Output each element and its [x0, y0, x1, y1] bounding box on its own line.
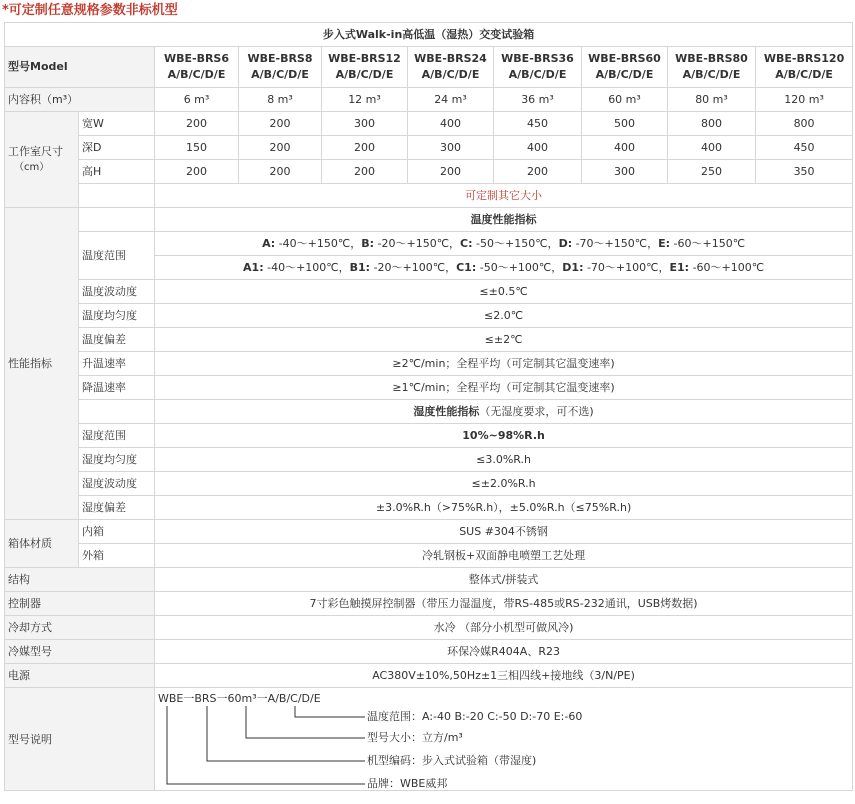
dims-cell: 300 — [322, 112, 408, 136]
material-label: 箱体材质 — [5, 520, 79, 568]
perf-row-label: 温度均匀度 — [79, 304, 155, 328]
perf-row-value: ≤±0.5℃ — [155, 280, 853, 304]
range-code: B1: — [349, 261, 371, 274]
model-variants: A/B/C/D/E — [595, 68, 654, 81]
perf-row — [5, 376, 853, 400]
dims-cell: 400 — [582, 136, 668, 160]
range-code: E1: — [669, 261, 690, 274]
material-sub-label: 外箱 — [79, 544, 155, 568]
dims-cell: 450 — [756, 136, 853, 160]
perf-row-value: ≥1℃/min；全程平均（可定制其它温变速率) — [155, 376, 853, 400]
model-variants: A/B/C/D/E — [421, 68, 480, 81]
dims-cell: 300 — [582, 160, 668, 184]
dims-cell: 300 — [408, 136, 494, 160]
perf-row-label: 温度波动度 — [79, 280, 155, 304]
temp-range-values — [155, 232, 853, 256]
range-code: D1: — [562, 261, 584, 274]
range-value: -70～+150℃， — [572, 237, 659, 250]
table-title: 步入式Walk-in高低温（湿热）交变试验箱 — [5, 23, 853, 47]
dims-row — [5, 160, 853, 184]
range-code: E: — [658, 237, 671, 250]
dims-cell: 200 — [239, 112, 322, 136]
general-value: AC380V±10%,50Hz±1三相四线+接地线（3/N/PE) — [155, 664, 853, 688]
perf-row-label: 湿度波动度 — [79, 472, 155, 496]
volume-label: 内容积（m³） — [5, 88, 155, 112]
temp-range-label: 温度范围 — [79, 232, 155, 280]
perf-row-label: 升温速率 — [79, 352, 155, 376]
material-value: 冷轧钢板+双面静电喷塑工艺处理 — [155, 544, 853, 568]
model-cell — [756, 47, 853, 88]
dims-row — [5, 136, 853, 160]
volume-cell: 12 m³ — [322, 88, 408, 112]
model-code: WBE-BRS8 — [247, 52, 313, 65]
dims-cell: 200 — [155, 160, 239, 184]
temp-range-row — [5, 232, 853, 256]
volume-cell: 60 m³ — [582, 88, 668, 112]
perf-row — [5, 448, 853, 472]
connector-line — [167, 706, 365, 784]
humid-range-value: 10%~98%R.h — [155, 424, 853, 448]
model-cell — [408, 47, 494, 88]
dims-cell: 800 — [668, 112, 756, 136]
dims-sub-label: 宽W — [79, 112, 155, 136]
dims-sub-label: 高H — [79, 160, 155, 184]
dims-cell: 500 — [582, 112, 668, 136]
model-label: 型号Model — [5, 47, 155, 88]
perf-row-value: ±3.0%R.h（>75%R.h），±5.0%R.h（≤75%R.h) — [155, 496, 853, 520]
dims-cell: 450 — [494, 112, 582, 136]
general-value: 水冷 （部分小机型可做风冷) — [155, 616, 853, 640]
humid-header-row — [5, 400, 853, 424]
volume-cell: 8 m³ — [239, 88, 322, 112]
dims-cell: 400 — [668, 136, 756, 160]
humid-header-cell — [155, 400, 853, 424]
custom-notice: *可定制任意规格参数非标机型 — [2, 3, 178, 18]
general-row — [5, 664, 853, 688]
model-cell — [239, 47, 322, 88]
general-label: 冷却方式 — [5, 616, 155, 640]
explain-item: 机型编码：步入式试验箱（带湿度) — [367, 754, 537, 767]
dims-label-cell — [5, 112, 79, 208]
general-value: 7寸彩色触摸屏控制器（带压力湿温度，带RS-485或RS-232通讯，USB烤数据) — [155, 592, 853, 616]
empty-cell — [79, 400, 155, 424]
range-code: C: — [460, 237, 473, 250]
range-value: -50～+100℃， — [476, 261, 563, 274]
perf-row-value: ≤±2.0%R.h — [155, 472, 853, 496]
model-code: WBE-BRS24 — [414, 52, 487, 65]
explain-item: 品牌：WBE威邦 — [367, 777, 448, 790]
explain-label: 型号说明 — [5, 688, 155, 791]
range-value: -20～+100℃， — [370, 261, 457, 274]
empty-cell — [79, 208, 155, 232]
explain-code: WBE一BRS一60m³一A/B/C/D/E — [158, 692, 321, 705]
perf-row-value: ≥2℃/min；全程平均（可定制其它温变速率) — [155, 352, 853, 376]
dims-cell: 200 — [408, 160, 494, 184]
general-row — [5, 640, 853, 664]
range-code: A1: — [243, 261, 264, 274]
dims-cell: 200 — [239, 160, 322, 184]
perf-row-label: 湿度均匀度 — [79, 448, 155, 472]
dims-cell: 800 — [756, 112, 853, 136]
dims-note: 可定制其它大小 — [155, 184, 853, 208]
volume-cell: 80 m³ — [668, 88, 756, 112]
range-value: -60～+100℃ — [689, 261, 765, 274]
dims-cell: 250 — [668, 160, 756, 184]
dims-label: 工作室尺寸 — [8, 144, 63, 158]
dims-cell: 200 — [322, 136, 408, 160]
connector-line — [246, 706, 365, 738]
model-variants: A/B/C/D/E — [775, 68, 833, 81]
perf-row — [5, 280, 853, 304]
model-variants: A/B/C/D/E — [508, 68, 567, 81]
general-row — [5, 568, 853, 592]
range-code: B: — [361, 237, 375, 250]
material-value: SUS #304不锈钢 — [155, 520, 853, 544]
range-value: -40～+150℃， — [275, 237, 362, 250]
dims-cell: 200 — [155, 112, 239, 136]
model-code: WBE-BRS6 — [163, 52, 230, 65]
general-row — [5, 616, 853, 640]
general-label: 控制器 — [5, 592, 155, 616]
dims-note-row — [5, 184, 853, 208]
perf-row — [5, 352, 853, 376]
dims-cell: 200 — [239, 136, 322, 160]
model-cell — [582, 47, 668, 88]
perf-row — [5, 472, 853, 496]
general-label: 电源 — [5, 664, 155, 688]
volume-cell: 6 m³ — [155, 88, 239, 112]
dims-cell: 200 — [322, 160, 408, 184]
temp-header: 温度性能指标 — [155, 208, 853, 232]
range-value: -70～+100℃， — [583, 261, 670, 274]
model-code-diagram — [155, 688, 853, 791]
volume-cell: 24 m³ — [408, 88, 494, 112]
explain-item: 型号大小：立方/m³ — [367, 731, 463, 744]
temp-range-values — [155, 256, 853, 280]
humid-header-note: （无湿度要求，可不选) — [479, 405, 594, 418]
range-value: -20～+150℃， — [374, 237, 461, 250]
dims-unit: （cm） — [14, 161, 50, 173]
range-code: D: — [558, 237, 573, 250]
dims-cell: 400 — [408, 112, 494, 136]
perf-row — [5, 496, 853, 520]
perf-row — [5, 304, 853, 328]
model-cell — [322, 47, 408, 88]
general-row — [5, 592, 853, 616]
model-variants: A/B/C/D/E — [335, 68, 394, 81]
dims-cell: 400 — [494, 136, 582, 160]
model-variants: A/B/C/D/E — [167, 68, 226, 81]
material-row — [5, 544, 853, 568]
range-value: -40～+100℃， — [263, 261, 350, 274]
range-code: C1: — [456, 261, 477, 274]
humid-range-label: 湿度范围 — [79, 424, 155, 448]
empty-cell — [79, 184, 155, 208]
dims-sub-label: 深D — [79, 136, 155, 160]
general-label: 冷媒型号 — [5, 640, 155, 664]
perf-row-value: ≤3.0%R.h — [155, 448, 853, 472]
material-row — [5, 520, 853, 544]
model-cell — [155, 47, 239, 88]
perf-row-label: 降温速率 — [79, 376, 155, 400]
humid-header: 湿度性能指标 — [413, 405, 480, 418]
perf-row-label: 温度偏差 — [79, 328, 155, 352]
dims-row — [5, 112, 853, 136]
general-value: 环保冷媒R404A、R23 — [155, 640, 853, 664]
perf-label: 性能指标 — [5, 208, 79, 520]
general-label: 结构 — [5, 568, 155, 592]
range-value: -60～+150℃ — [670, 237, 746, 250]
volume-cell: 120 m³ — [756, 88, 853, 112]
model-variants: A/B/C/D/E — [251, 68, 309, 81]
model-code: WBE-BRS120 — [763, 52, 845, 65]
model-code: WBE-BRS12 — [328, 52, 401, 65]
perf-row-value: ≤2.0℃ — [155, 304, 853, 328]
perf-row-label: 湿度偏差 — [79, 496, 155, 520]
temp-header-row — [5, 208, 853, 232]
model-code: WBE-BRS60 — [588, 52, 661, 65]
perf-row-value: ≤±2℃ — [155, 328, 853, 352]
explain-row — [5, 688, 853, 791]
material-sub-label: 内箱 — [79, 520, 155, 544]
model-variants: A/B/C/D/E — [682, 68, 741, 81]
range-value: -50～+150℃， — [472, 237, 559, 250]
explain-connector-lines — [155, 688, 455, 790]
model-cell — [494, 47, 582, 88]
connector-line — [295, 706, 365, 717]
dims-cell: 150 — [155, 136, 239, 160]
model-code: WBE-BRS80 — [675, 52, 748, 65]
range-code: A: — [262, 237, 276, 250]
dims-cell: 200 — [494, 160, 582, 184]
spec-table — [4, 22, 853, 791]
dims-cell: 350 — [756, 160, 853, 184]
model-code: WBE-BRS36 — [501, 52, 574, 65]
general-value: 整体式/拼装式 — [155, 568, 853, 592]
volume-cell: 36 m³ — [494, 88, 582, 112]
perf-row — [5, 328, 853, 352]
humid-range-row — [5, 424, 853, 448]
connector-line — [207, 706, 365, 761]
model-cell — [668, 47, 756, 88]
explain-item: 温度范围：A:-40 B:-20 C:-50 D:-70 E:-60 — [367, 710, 583, 723]
